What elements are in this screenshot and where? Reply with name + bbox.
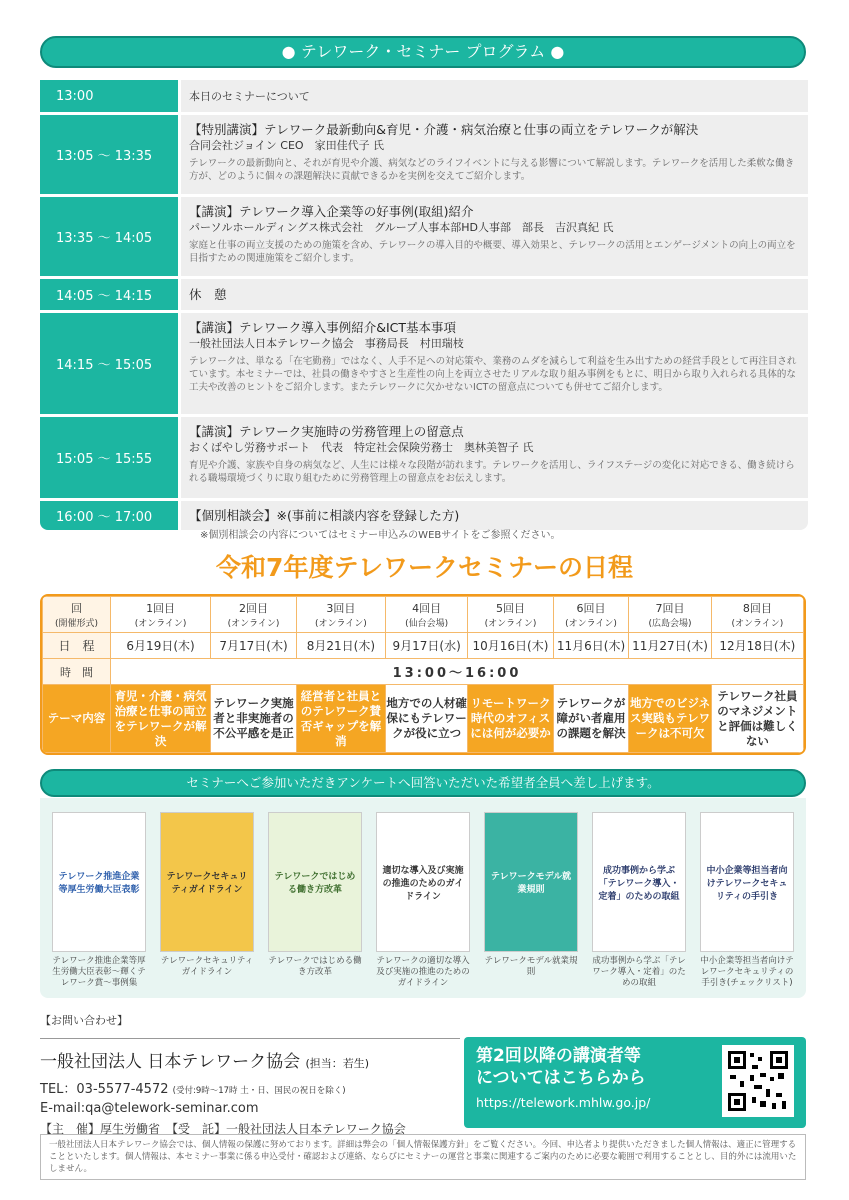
book-list: [40, 798, 806, 998]
date-label: 日 程: [43, 633, 111, 659]
program-row: [40, 80, 808, 112]
date-cell: 11月6日(木): [553, 633, 629, 659]
book-caption: 成功事例から学ぶ「テレワーク導入・定着」のための取組: [592, 956, 686, 988]
round-number: 7回目: [655, 602, 685, 615]
date-cell: 10月16日(木): [468, 633, 553, 659]
program-speaker: 合同会社ジョイン CEO 家田佳代子 氏: [189, 139, 385, 152]
present-header: セミナーへご参加いただきアンケートへ回答いただいた希望者全員へ差し上げます。: [40, 769, 806, 797]
theme-cell: 地方でのビジネス実践もテレワークは不可欠: [629, 685, 711, 753]
round-number: 5回目: [495, 602, 525, 615]
program-time: 15:05 ～ 15:55: [40, 417, 178, 498]
book-item: [160, 812, 254, 984]
schedule-table: [40, 594, 806, 755]
program-title: 本日のセミナーについて: [189, 90, 310, 103]
book-caption: 中小企業等担当者向けテレワークセキュリティの手引き(チェックリスト): [700, 956, 794, 988]
time-value: 13:00～16:00: [111, 659, 804, 685]
phone-number[interactable]: TEL：03-5577-4572: [40, 1082, 169, 1097]
program-table: [40, 80, 808, 533]
program-desc: テレワークは、単なる「在宅勤務」ではなく、人手不足への対応策や、業務のムダを減らして利益を生み出すための経営手段として再注目されています。本セミナーでは、社員の働きやすさと生産性の向上を両立させたリアルな取り組み事例をもとに、明日から取り入れられる具体的な工夫や改善のヒントをご紹介します。またテレワークに欠かせないICTの留意点についても併せてご紹介します。: [189, 356, 797, 393]
round-number: 4回目: [412, 602, 442, 615]
program-row: [40, 115, 808, 194]
email-link[interactable]: E-mail:qa@telework-seminar.com: [40, 1101, 259, 1116]
book-caption: テレワーク推進企業等厚生労働大臣表彰～輝くテレワーク賞～事例集: [52, 956, 146, 988]
round-number: 3回目: [326, 602, 356, 615]
theme-cell: リモートワーク時代のオフィスには何が必要か: [468, 685, 553, 753]
program-title: 【講演】テレワーク導入事例紹介&ICT基本事項: [189, 320, 457, 335]
program-speaker: パーソルホールディングス株式会社 グループ人事本部HD人事部 部長 吉沢真紀 氏: [189, 221, 614, 234]
book-caption: テレワークセキュリティガイドライン: [160, 956, 254, 977]
book-cover: テレワークセキュリティガイドライン: [160, 812, 254, 952]
qr-code-icon[interactable]: [722, 1045, 794, 1117]
program-speaker: おくばやし労務サポート 代表 特定社会保険労務士 奥林美智子 氏: [189, 441, 534, 454]
contact-label: 【お問い合わせ】: [40, 1014, 128, 1027]
program-title: 【特別講演】テレワーク最新動向&育児・介護・病気治療と仕事の両立をテレワークが解決: [189, 122, 699, 137]
book-cover: テレワークではじめる働き方改革: [268, 812, 362, 952]
book-cover: 適切な導入及び実施の推進のためのガイドライン: [376, 812, 470, 952]
book-caption: テレワークではじめる働き方改革: [268, 956, 362, 977]
program-time: 14:15 ～ 15:05: [40, 313, 178, 414]
program-title: 【講演】テレワーク導入企業等の好事例(取組)紹介: [189, 204, 474, 219]
round-format: (仙台会場): [405, 619, 449, 629]
book-item: [700, 812, 794, 988]
schedule-title: 令和7年度テレワークセミナーの日程: [216, 553, 633, 582]
round-format: (オンライン): [731, 619, 784, 629]
date-cell: 6月19日(木): [111, 633, 211, 659]
round-format: (オンライン): [315, 619, 367, 629]
program-row: [40, 197, 808, 276]
program-row: [40, 279, 808, 310]
book-item: [376, 812, 470, 988]
theme-cell: テレワーク社員のマネジメントと評価は難しくない: [711, 685, 803, 753]
theme-cell: 育児・介護・病気治療と仕事の両立をテレワークが解決: [111, 685, 211, 753]
contact-section: [40, 1012, 460, 1137]
lecturer-line2: についてはこちらから: [476, 1068, 646, 1088]
program-time: 14:05 ～ 14:15: [40, 279, 178, 310]
book-cover: 成功事例から学ぶ「テレワーク導入・定着」のための取組: [592, 812, 686, 952]
book-item: [52, 812, 146, 988]
round-number: 8回目: [742, 602, 772, 615]
privacy-footer: 一般社団法人日本テレワーク協会では、個人情報の保護に努めております。詳細は弊会の「個人情報保護方針」をご覧ください。今回、申込者より提供いただきました個人情報は、適正に管理することといたします。個人情報は、本セミナー事業に係る申込受付・確認および連絡、ならびにセミナーの運営と事業に関連するご案内のために必要な範囲で利用することとし、目的外には流用いたしません。: [40, 1134, 806, 1180]
date-cell: 12月18日(木): [711, 633, 803, 659]
round-number: 2回目: [239, 602, 268, 615]
date-cell: 7月17日(木): [211, 633, 297, 659]
program-note: ※個別相談会の内容についてはセミナー申込みのWEBサイトをご参照ください。: [200, 530, 561, 541]
program-speaker: 一般社団法人日本テレワーク協会 事務局長 村田瑞枝: [189, 337, 464, 350]
theme-cell: テレワークが障がい者雇用の課題を解決: [553, 685, 629, 753]
website-url[interactable]: https://telework.mhlw.go.jp/: [476, 1095, 651, 1110]
contact-person: (担当：若生): [305, 1057, 370, 1070]
program-row: [40, 417, 808, 498]
lecturer-line1: 第2回以降の講演者等: [476, 1046, 641, 1066]
sponsor-info: 【主 催】厚生労働省 【受 託】一般社団法人日本テレワーク協会: [40, 1122, 406, 1136]
program-time: 16:00 ～ 17:00: [40, 501, 178, 530]
round-format: (オンライン): [134, 619, 187, 629]
book-cover: テレワーク推進企業等厚生労働大臣表彰: [52, 812, 146, 952]
date-cell: 11月27日(木): [629, 633, 711, 659]
program-desc: テレワークの最新動向と、それが育児や介護、病気などのライフイベントに与える影響について解説します。テレワークを活用した柔軟な働き方が、どのように個々の課題解決に貢献できるかを実例を交えてご紹介します。: [189, 158, 795, 182]
book-item: [484, 812, 578, 984]
program-time: 13:35 ～ 14:05: [40, 197, 178, 276]
program-time: 13:05 ～ 13:35: [40, 115, 178, 194]
theme-cell: テレワーク実施者と非実施者の不公平感を是正: [211, 685, 297, 753]
divider: [40, 1038, 460, 1039]
round-format: (オンライン): [227, 619, 280, 629]
program-title: 休 憩: [189, 287, 227, 302]
program-header: ● テレワーク・セミナー プログラム ●: [40, 36, 806, 68]
theme-label: テーマ内容: [43, 685, 111, 753]
lecturer-link-box[interactable]: [464, 1037, 806, 1128]
date-cell: 8月21日(木): [296, 633, 385, 659]
program-title: 【個別相談会】※(事前に相談内容を登録した方): [189, 508, 460, 523]
book-cover: 中小企業等担当者向けテレワークセキュリティの手引き: [700, 812, 794, 952]
round-sub-label: (開催形式): [54, 619, 99, 629]
organization-name: 一般社団法人 日本テレワーク協会: [40, 1052, 301, 1072]
round-number: 6回目: [576, 602, 606, 615]
book-cover: テレワークモデル就業規則: [484, 812, 578, 952]
round-label: 回: [71, 602, 82, 615]
program-desc: 育児や介護、家族や自身の病気など、人生には様々な段階が訪れます。テレワークを活用し、ライフステージの変化に対応できる、働き続けられる職場環境づくりに取り組むために労務管理上の留意点をお伝えします。: [189, 460, 795, 484]
program-desc: 家庭と仕事の両立支援のための施策を含め、テレワークの導入目的や概要、導入効果と、テレワークの活用とエンゲージメントの向上の両立を目指すための関連施策をご紹介します。: [189, 240, 796, 264]
book-caption: テレワークの適切な導入及び実施の推進のためのガイドライン: [376, 956, 470, 988]
theme-cell: 経営者と社員とのテレワーク賛否ギャップを解消: [296, 685, 385, 753]
book-item: [268, 812, 362, 984]
program-time: 13:00: [40, 80, 178, 112]
date-cell: 9月17日(水): [385, 633, 467, 659]
round-number: 1回目: [146, 602, 176, 615]
round-format: (オンライン): [565, 619, 617, 629]
round-format: (広島会場): [648, 619, 692, 629]
book-item: [592, 812, 686, 988]
program-title: 【講演】テレワーク実施時の労務管理上の留意点: [189, 424, 464, 439]
program-row: [40, 313, 808, 414]
theme-cell: 地方での人材確保にもテレワークが役に立つ: [385, 685, 467, 753]
time-label: 時 間: [43, 659, 111, 685]
phone-hours: (受付:9時～17時 土・日、国民の祝日を除く): [172, 1086, 346, 1096]
book-caption: テレワークモデル就業規則: [484, 956, 578, 977]
round-format: (オンライン): [484, 619, 537, 629]
